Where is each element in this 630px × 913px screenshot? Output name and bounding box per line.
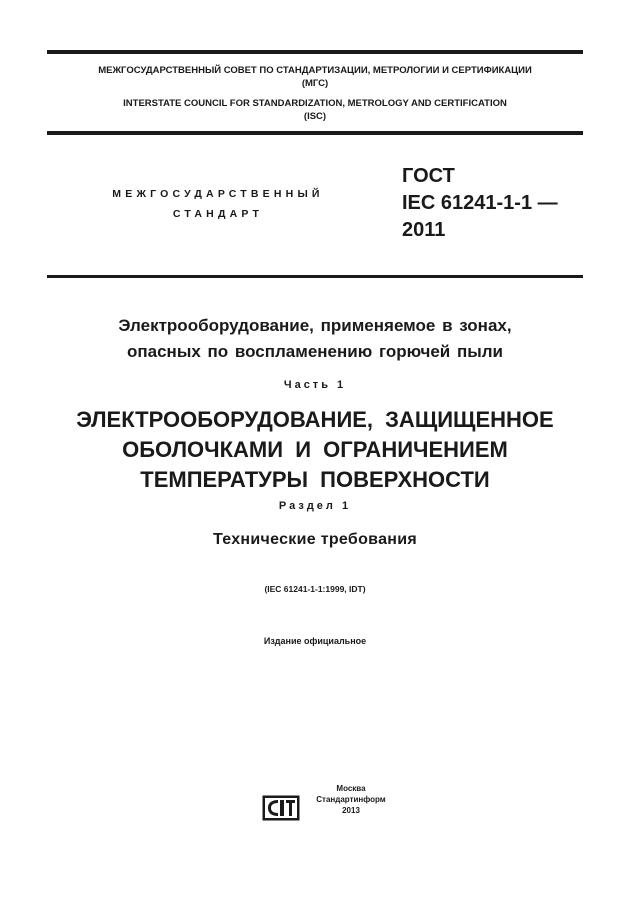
standard-type-line2: СТАНДАРТ (172, 208, 264, 220)
section-title: Технические требования (212, 531, 418, 548)
section-label: Раздел 1 (278, 500, 352, 512)
document-title (47, 405, 583, 495)
title-line1: ЭЛЕКТРООБОРУДОВАНИЕ, ЗАЩИЩЕННОЕ (76, 407, 554, 432)
council-name-en (47, 97, 583, 123)
standard-type (100, 184, 336, 224)
top-rule (47, 50, 583, 54)
standartinform-logo-icon (262, 795, 300, 821)
council-name-ru (47, 64, 583, 90)
subtitle-line1: Электрооборудование, применяемое в зонах, (118, 316, 512, 335)
standard-designation (402, 163, 558, 244)
document-subtitle (47, 313, 583, 365)
middle-rule (47, 131, 583, 135)
title-line2: ОБОЛОЧКАМИ И ОГРАНИЧЕНИЕМ (122, 437, 508, 462)
designation-line2: IEC 61241-1-1 — (402, 192, 558, 214)
subtitle-line2: опасных по воспламенению горючей пыли (126, 342, 503, 361)
publisher-name: Стандартинформ (316, 795, 386, 804)
iec-reference: (IEC 61241-1-1:1999, IDT) (264, 584, 366, 594)
edition-note: Издание официальное (263, 636, 367, 646)
council-ru-line2: (МГС) (301, 78, 329, 89)
publisher-city: Москва (336, 784, 366, 793)
council-ru-line1: МЕЖГОСУДАРСТВЕННЫЙ СОВЕТ ПО СТАНДАРТИЗАЦИИ, МЕТРОЛОГИИ И СЕРТИФИКАЦИИ (98, 65, 532, 76)
publisher-info (305, 783, 397, 816)
title-line3: ТЕМПЕРАТУРЫ ПОВЕРХНОСТИ (140, 467, 490, 492)
publisher-year: 2013 (342, 806, 360, 815)
designation-line1: ГОСТ (402, 165, 455, 187)
council-en-line1: INTERSTATE COUNCIL FOR STANDARDIZATION, METROLOGY AND CERTIFICATION (123, 98, 507, 109)
lower-rule (47, 275, 583, 278)
council-en-line2: (ISC) (303, 111, 327, 122)
standard-type-line1: МЕЖГОСУДАРСТВЕННЫЙ (112, 188, 324, 200)
designation-line3: 2011 (402, 219, 446, 241)
part-label: Часть 1 (283, 379, 347, 391)
